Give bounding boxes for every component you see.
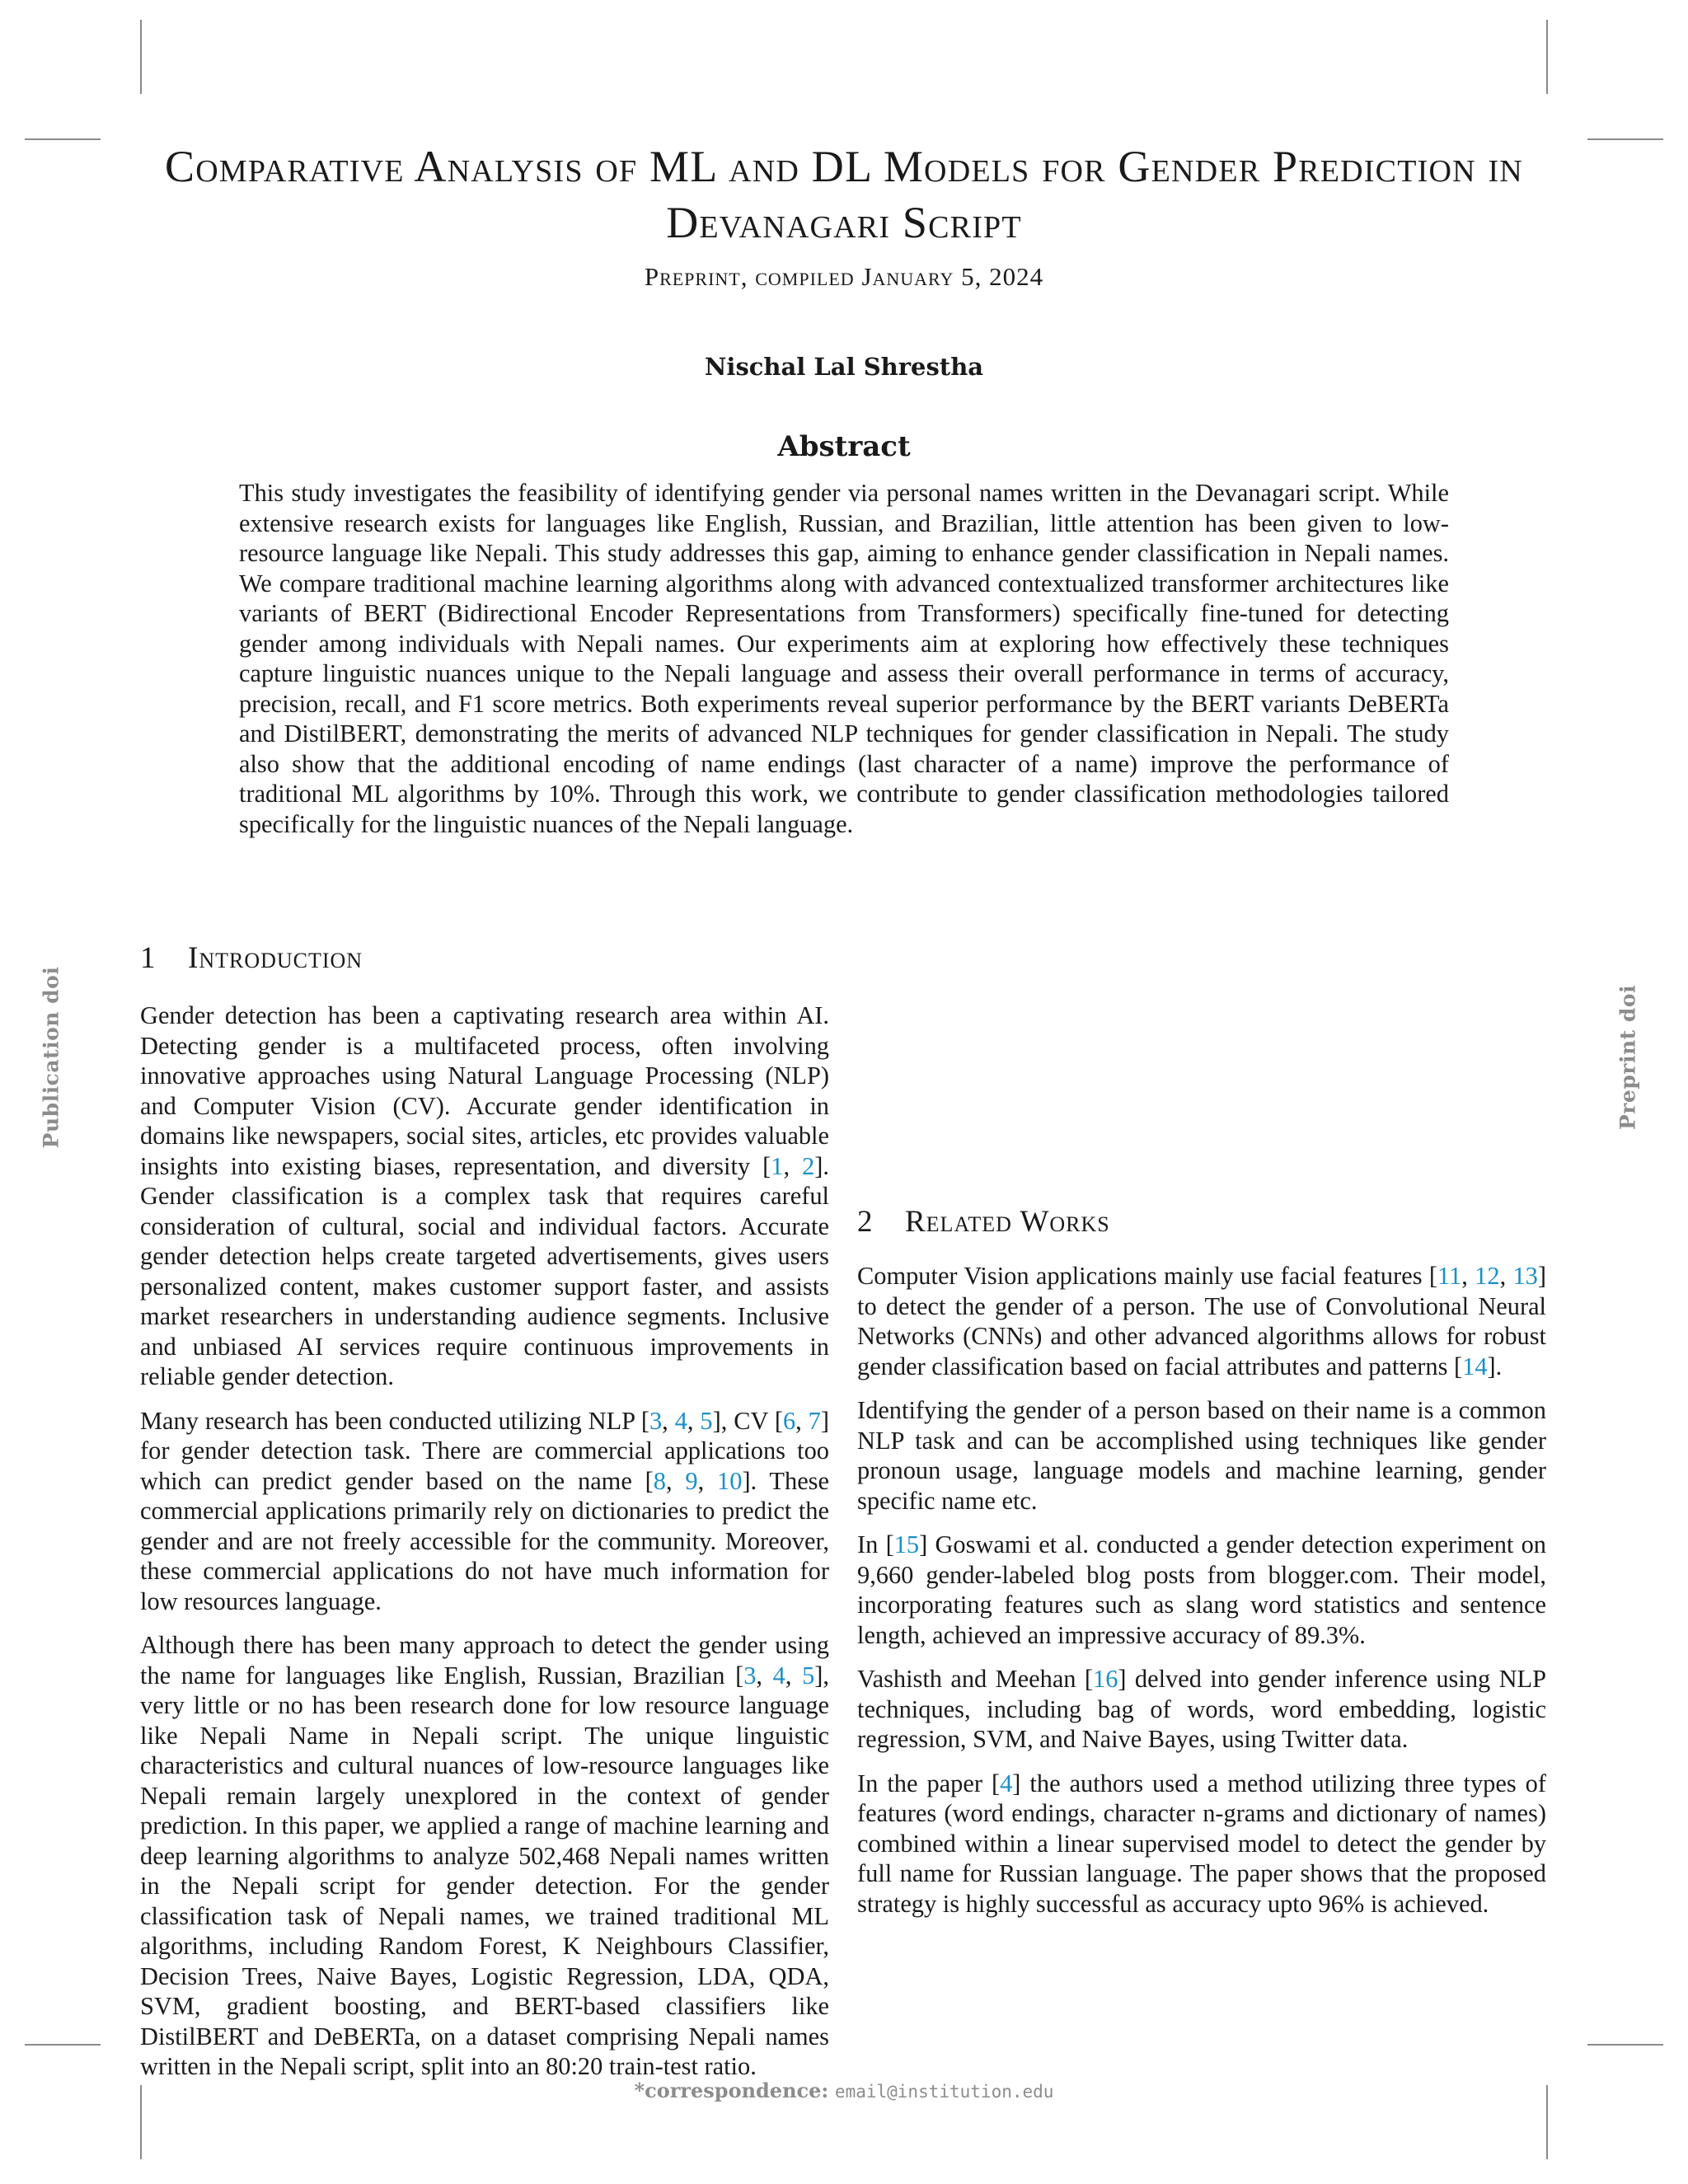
citation-link[interactable]: 4: [1000, 1769, 1013, 1797]
section-title: Related Works: [905, 1205, 1110, 1239]
preprint-date: Preprint, compiled January 5, 2024: [644, 262, 1044, 291]
section-number: 2: [857, 1205, 874, 1239]
crop-mark: [1546, 20, 1548, 94]
related-paragraph-2: Identifying the gender of a person based on their name is a common NLP task and can be accomplished using techniques like gender pronoun usage, language models and machine learning, gender specific name etc.: [857, 1396, 1546, 1515]
section-title: Introduction: [188, 941, 363, 975]
paper-title: Comparative Analysis of ML and DL Models for Gender Prediction in Devanagari Script: [165, 142, 1523, 247]
citation-link[interactable]: 8: [653, 1466, 666, 1495]
citation-link[interactable]: 14: [1462, 1352, 1488, 1380]
crop-mark: [1587, 2044, 1663, 2046]
crop-mark: [1587, 138, 1663, 140]
citation-link[interactable]: 4: [674, 1406, 687, 1435]
citation-link[interactable]: 1: [771, 1151, 784, 1180]
abstract-heading: Abstract: [777, 430, 911, 463]
preprint-doi-label[interactable]: Preprint doi: [1615, 984, 1640, 1131]
crop-mark: [25, 2044, 101, 2046]
citation-link[interactable]: 12: [1475, 1262, 1500, 1290]
related-paragraph-3: In [15] Goswami et al. conducted a gender detection experiment on 9,660 gender-labeled blog posts from blogger.com. Their model, incorporating features such as slang word statistics and sentence length, achieved an impressive accuracy of 89.3%.: [857, 1530, 1546, 1649]
citation-link[interactable]: 3: [649, 1406, 663, 1435]
intro-paragraph-2: Many research has been conducted utilizing NLP [3, 4, 5], CV [6, 7] for gender detection task. There are commercial applications too which can predict gender based on the name [8, 9, 10]. These commercial applications primarily rely on dictionaries to predict the gender and are not freely accessible for the community. Moreover, these commercial applications do not have much information for low resources language.: [140, 1406, 829, 1615]
crop-mark: [140, 20, 142, 94]
section-number: 1: [140, 941, 157, 975]
related-paragraph-4: Vashisth and Meehan [16] delved into gender inference using NLP techniques, including bag of words, word embedding, logistic regression, SVM, and Naive Bayes, using Twitter data.: [857, 1665, 1546, 1753]
citation-link[interactable]: 13: [1512, 1262, 1538, 1290]
related-paragraph-5: In the paper [4] the authors used a method utilizing three types of features (word endings, character n-grams and dictionary of names) combined within a linear supervised model to detect the gender by full name for Russian language. The paper shows that the proposed strategy is highly successful as accuracy upto 96% is achieved.: [857, 1769, 1546, 1918]
citation-link[interactable]: 11: [1437, 1262, 1462, 1290]
citation-link[interactable]: 5: [802, 1661, 815, 1690]
citation-link[interactable]: 5: [700, 1406, 713, 1435]
citation-link[interactable]: 7: [808, 1406, 821, 1435]
citation-link[interactable]: 3: [743, 1661, 757, 1690]
section-heading-related-works: [857, 1203, 1546, 1254]
author-name: Nischal Lal Shrestha: [704, 353, 984, 381]
citation-link[interactable]: 6: [782, 1406, 796, 1435]
left-column: [140, 940, 829, 2096]
related-paragraph-1: Computer Vision applications mainly use facial features [11, 12, 13] to detect the gender of a person. The use of Convolutional Neural Networks (CNNs) and other advanced algorithms allows for robust gender classification based on facial attributes and patterns [14].: [857, 1262, 1546, 1380]
intro-paragraph-1: Gender detection has been a captivating research area within AI. Detecting gender is a multifaceted process, often involving innovative approaches using Natural Language Processing (NLP) and Computer Vision (CV). Accurate gender identification in domains like newspapers, social sites, articles, etc provides valuable insights into existing biases, representation, and diversity [1, 2]. Gender classification is a complex task that requires careful consideration of cultural, social and individual factors. Accurate gender detection helps create targeted advertisements, gives users personalized content, makes customer support faster, and assists market researchers in understanding audience segments. Inclusive and unbiased AI services require continuous improvements in reliable gender detection.: [140, 1001, 830, 1390]
publication-doi-label[interactable]: Publication doi: [39, 966, 63, 1149]
right-column: [857, 1203, 1546, 1933]
citation-link[interactable]: 16: [1093, 1665, 1118, 1693]
citation-link[interactable]: 4: [772, 1661, 785, 1690]
correspondence-footer: [0, 2079, 1688, 2102]
citation-link[interactable]: 2: [802, 1151, 815, 1180]
correspondence-label: *correspondence:: [634, 2079, 829, 2102]
citation-link[interactable]: 9: [685, 1466, 698, 1495]
section-heading-introduction: [140, 940, 829, 991]
citation-link[interactable]: 10: [717, 1466, 743, 1495]
correspondence-email[interactable]: email@institution.edu: [834, 2082, 1054, 2102]
citation-link[interactable]: 15: [893, 1530, 920, 1558]
crop-mark: [25, 138, 101, 140]
abstract-text: This study investigates the feasibility of identifying gender via personal names written in the Devanagari script. While extensive research exists for languages like English, Russian, and Brazilian, little attention has been given to low-resource language like Nepali. This study addresses this gap, aiming to enhance gender classification in Nepali names. We compare traditional machine learning algorithms along with advanced contextualized transformer architectures like variants of BERT (Bidirectional Encoder Representations from Transformers) specifically fine-tuned for detecting gender among individuals with Nepali names. Our experiments aim at exploring how effectively these techniques capture linguistic nuances unique to the Nepali language and assess their overall performance in terms of accuracy, precision, recall, and F1 score metrics. Both experiments reveal superior performance by the BERT variants DeBERTa and DistilBERT, demonstrating the merits of advanced NLP techniques for gender classification in Nepali. The study also show that the additional encoding of name endings (last character of a name) improve the performance of traditional ML algorithms by 10%. Through this work, we contribute to gender classification methodologies tailored specifically for the linguistic nuances of the Nepali language.: [239, 479, 1449, 838]
intro-paragraph-3: Although there has been many approach to detect the gender using the name for languages like English, Russian, Brazilian [3, 4, 5], very little or no has been research done for low resource language like Nepali Name in Nepali script. The unique linguistic characteristics and cultural nuances of low-resource languages like Nepali remain largely unexplored in the context of gender prediction. In this paper, we applied a range of machine learning and deep learning algorithms to analyze 502,468 Nepali names written in the Nepali script for gender detection. For the gender classification task of Nepali names, we trained traditional ML algorithms, including Random Forest, K Neighbours Classifier, Decision Trees, Naive Bayes, Logistic Regression, LDA, QDA, SVM, gradient boosting, and BERT-based classifiers like DistilBERT and DeBERTa, on a dataset comprising Nepali names written in the Nepali script, split into an 80:20 train-test ratio.: [140, 1631, 829, 2080]
